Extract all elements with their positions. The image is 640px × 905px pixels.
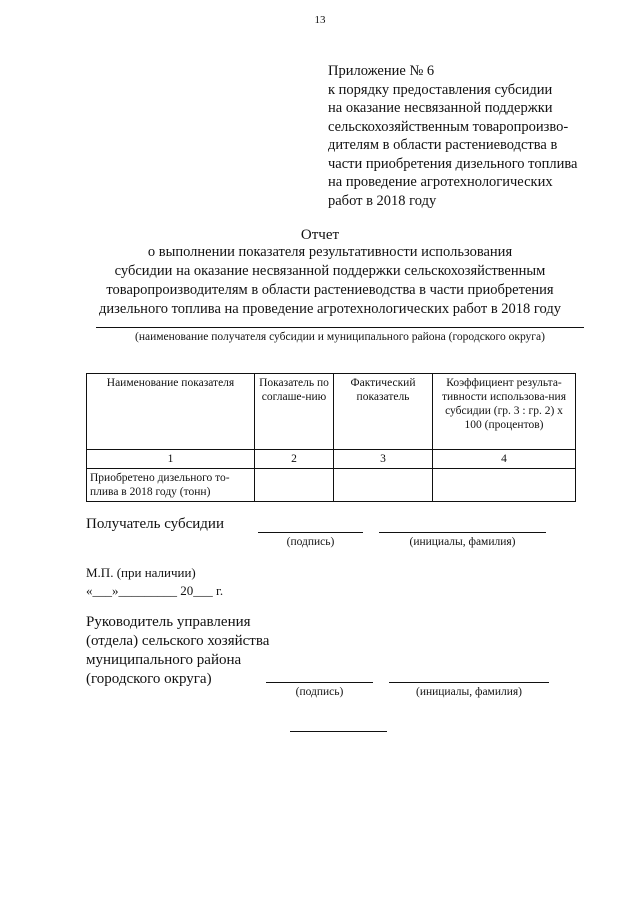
report-subtitle-line: о выполнении показателя результативности использования <box>147 244 513 260</box>
table-row <box>87 469 576 502</box>
table-cell-coefficient[interactable] <box>433 469 576 502</box>
report-title: Отчет <box>300 227 340 243</box>
recipient-name-caption: (наименование получателя субсидии и муниципального района (городского округа) <box>135 331 545 343</box>
table-cell-actual[interactable] <box>334 469 433 502</box>
head-signature-caption: (подпись) <box>295 686 344 698</box>
appendix-line: работ в 2018 году <box>328 192 437 209</box>
appendix-heading <box>328 62 628 210</box>
table-number-cell: 3 <box>334 450 433 469</box>
recipient-name-caption-field: (инициалы, фамилия) <box>409 536 516 548</box>
head-signature-line-text: Руководитель управления <box>86 614 251 630</box>
table-number-cell: 2 <box>255 450 334 469</box>
head-signature-line-text: (городского округа) <box>86 671 212 687</box>
head-name-caption: (инициалы, фамилия) <box>415 686 523 698</box>
closing-divider <box>290 731 387 732</box>
head-signature-label <box>86 613 269 689</box>
appendix-line: к порядку предоставления субсидии <box>328 81 553 98</box>
table-header-cell: Коэффициент результа-тивности использова-ния субсидии (гр. 3 : гр. 2) х 100 (процентов) <box>433 374 576 450</box>
stamp-label: М.П. (при наличии) <box>86 565 196 580</box>
indicator-table <box>86 373 576 502</box>
recipient-signature-label: Получатель субсидии <box>86 516 224 532</box>
table-cell-planned[interactable] <box>255 469 334 502</box>
appendix-line: на оказание несвязанной поддержки <box>328 100 553 116</box>
report-subtitle-line: товаропроизводителям в области растениеводства в части приобретения <box>106 282 554 298</box>
head-signature-line-text: (отдела) сельского хозяйства <box>86 633 270 649</box>
table-header-cell: Показатель по соглаше-нию <box>255 374 334 450</box>
recipient-signature-line[interactable] <box>258 532 363 533</box>
recipient-name-line-field[interactable] <box>379 532 546 533</box>
appendix-line: на проведение агротехнологических <box>328 174 553 190</box>
report-subtitle-line: дизельного топлива на проведение агротехнологических работ в 2018 году <box>99 301 561 317</box>
head-name-line[interactable] <box>389 682 549 683</box>
page-number: 13 <box>314 14 326 26</box>
table-header-cell: Наименование показателя <box>87 374 255 450</box>
head-signature-line-text: муниципального района <box>86 652 242 668</box>
date-line[interactable]: «___»_________ 20___ г. <box>86 583 224 598</box>
report-subtitle <box>40 243 620 319</box>
appendix-line: части приобретения дизельного топлива <box>328 155 578 172</box>
table-number-cell: 1 <box>87 450 255 469</box>
report-subtitle-line: субсидии на оказание несвязанной поддержки сельскохозяйственным <box>114 263 546 279</box>
table-cell-indicator: Приобретено дизельного то-плива в 2018 году (тонн) <box>87 469 255 502</box>
table-header-row <box>87 374 576 450</box>
table-header-cell: Фактический показатель <box>334 374 433 450</box>
appendix-line: дителям в области растениеводства в <box>328 137 558 153</box>
recipient-signature-caption: (подпись) <box>286 536 335 548</box>
appendix-line: Приложение № 6 <box>328 63 435 79</box>
recipient-name-line[interactable] <box>96 327 584 328</box>
head-signature-line[interactable] <box>266 682 373 683</box>
table-number-cell: 4 <box>433 450 576 469</box>
table-number-row <box>87 450 576 469</box>
appendix-line: сельскохозяйственным товаропроизво- <box>328 118 569 135</box>
